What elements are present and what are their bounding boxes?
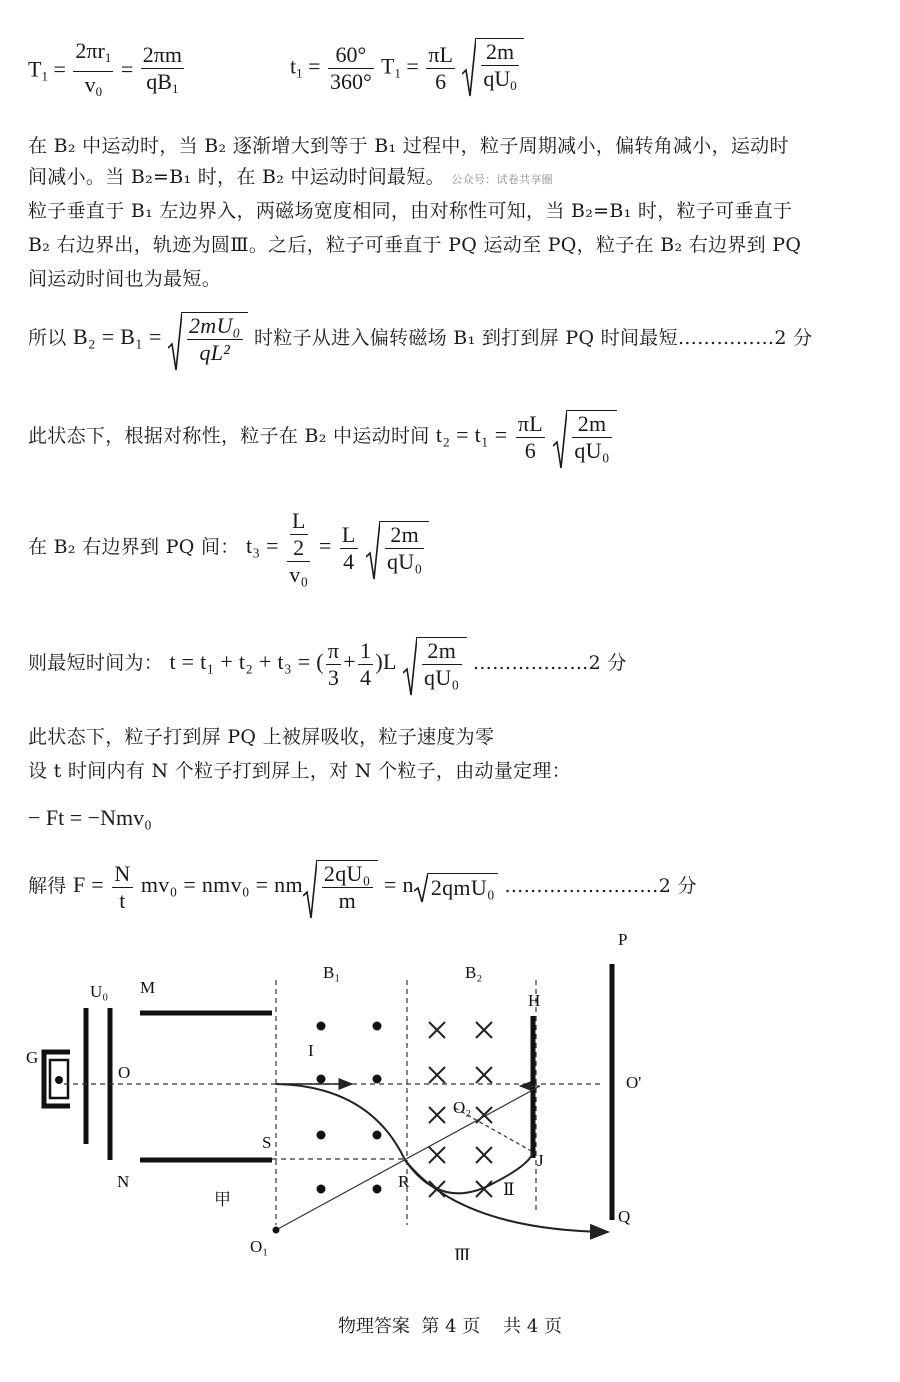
eq1-frac2-den-sub: 1 <box>171 80 179 96</box>
tmin-frac1 <box>326 638 341 691</box>
solve-f-den: t <box>119 887 126 913</box>
t3-inner-den: 2 <box>293 535 305 560</box>
tmin-line <box>28 637 627 691</box>
tmin-f1-den: 3 <box>327 664 340 690</box>
para1-line2 <box>28 163 553 194</box>
para1-line1: 在 B₂ 中运动时，当 B₂ 逐渐增大到等于 B₁ 过程中，粒子周期减小，偏转角减小，运动时 <box>28 135 789 157</box>
radical-sign-icon <box>303 860 317 920</box>
page-footer: 物理答案 第 4 页 共 4 页 <box>337 1316 563 1337</box>
solve-frac <box>112 861 132 914</box>
label-n: N <box>117 1172 130 1191</box>
t3-sqrt <box>366 521 429 575</box>
tmin-f1-num: π <box>327 637 340 663</box>
so-rad-num: 2mU₀ <box>189 313 241 338</box>
point-o1 <box>273 1227 280 1234</box>
solve-eq1: F = <box>72 872 104 897</box>
para2-line2: B₂ 右边界出，轨迹为圆Ⅲ。之后，粒子可垂直于 PQ 运动至 PQ，粒子在 B₂ 右边界到 PQ <box>28 234 802 256</box>
so-sqrt <box>168 312 248 366</box>
trajectory-i <box>276 1084 405 1160</box>
t3-den: v₀ <box>289 562 309 587</box>
t2-frac-num: πL <box>517 410 543 436</box>
t2-rad-den: qU₀ <box>574 438 610 463</box>
tmin-suffix: ………………2 分 <box>472 652 627 674</box>
eq2-frac2-den: 6 <box>435 69 447 94</box>
label-r: R <box>398 1172 410 1191</box>
solve-eq3: = n <box>384 872 414 897</box>
t2-line <box>28 410 617 464</box>
t3-frac <box>340 522 358 575</box>
line-state: 此状态下，粒子打到屏 PQ 上被屏吸收，粒子速度为零 <box>28 726 495 748</box>
label-g: G <box>26 1048 39 1067</box>
eq1-frac1-den-sub: 0 <box>95 84 103 99</box>
eq2-frac1-num: 60° <box>328 42 374 69</box>
radical-sign-icon <box>414 873 428 903</box>
radical-sign-icon <box>366 521 380 581</box>
tmin-frac2 <box>358 638 373 691</box>
tmin-rad-den: qU₀ <box>424 665 460 690</box>
tmin-prefix: 则最短时间为： <box>28 652 164 674</box>
eq2-mid: T <box>380 53 395 79</box>
solve-suffix: ……………………2 分 <box>504 875 697 897</box>
eq1-frac1-num-sub: 1 <box>104 50 112 65</box>
t2-prefix: 此状态下，根据对称性，粒子在 B₂ 中运动时间 <box>28 425 430 447</box>
radical-sign-icon <box>553 410 567 470</box>
impulse-equation: − Ft = −Nmv₀ <box>28 805 152 830</box>
para2-line1: 粒子垂直于 B₁ 左边界入，两磁场宽度相同，由对称性可知，当 B₂=B₁ 时，粒子可垂直于 <box>28 200 793 222</box>
line-set: 设 t 时间内有 N 个粒子打到屏上，对 N 个粒子，由动量定理： <box>28 760 572 782</box>
t3-prefix: 在 B₂ 右边界到 PQ 间： <box>28 536 240 558</box>
t3-inner-num: L <box>291 508 306 533</box>
label-m: M <box>140 978 156 997</box>
eq1-frac2-den: qB <box>146 68 172 94</box>
t2-frac <box>516 411 545 464</box>
label-i: I <box>308 1041 314 1060</box>
label-o: O <box>118 1063 131 1082</box>
watermark: 公众号：试卷共享圈 <box>451 173 553 186</box>
tmin-eq: t = t₁ + t₂ + t₃ = ( <box>169 649 324 674</box>
so-prefix: 所以 <box>28 327 67 349</box>
radical-sign-icon <box>462 38 476 98</box>
tmin-plus: + <box>343 649 357 674</box>
tmin-rad-num: 2m <box>422 638 461 665</box>
eq2-sqrt <box>462 38 523 99</box>
so-eq: B₂ = B₁ = <box>72 324 162 349</box>
solve-sqrt1 <box>303 860 378 914</box>
label-b2: B₂ <box>465 963 483 982</box>
t2-eq: t₂ = t₁ = <box>435 422 508 447</box>
label-h: H <box>528 991 541 1010</box>
label-o2: O₂ <box>453 1098 472 1117</box>
label-s: S <box>262 1133 272 1152</box>
eq2-frac2 <box>426 42 455 95</box>
solve-eq2: mv₀ = nmv₀ = nm <box>140 872 303 897</box>
so-line <box>28 312 812 366</box>
label-jia: 甲 <box>214 1190 231 1209</box>
eq1-frac2-num: 2πm <box>142 41 182 67</box>
label-u0: U₀ <box>90 982 109 1001</box>
solve-f-num: N <box>114 860 131 886</box>
tmin-sqrt <box>403 637 466 691</box>
eq1-frac2 <box>141 42 184 102</box>
tmin-f2-den: 4 <box>360 664 372 690</box>
solve-sqrt2 <box>414 873 498 902</box>
t3-outer-frac <box>287 508 310 588</box>
eq2-rad-num: 2m <box>481 39 518 66</box>
eq1-frac1-den: v <box>84 72 96 97</box>
t3-lhs: t₃ = <box>245 533 279 558</box>
eq2-rad-den-sub: 0 <box>510 78 517 93</box>
label-o1: O₁ <box>250 1237 269 1256</box>
radical-sign-icon <box>403 637 417 697</box>
source-g <box>44 1052 70 1106</box>
eq2-frac1-den: 360° <box>330 69 372 94</box>
t3-frac-den: 4 <box>343 548 355 574</box>
equation-period: $T_1$ = $\frac{2\pi r_1}{v_0}$ = $\frac{2\pi m}{qB_1}$ <box>28 38 186 105</box>
label-ii: Ⅱ <box>503 1180 515 1199</box>
eq2-lhs: t <box>290 53 297 79</box>
para1-line2-text: 间减小。当 B₂=B₁ 时，在 B₂ 中运动时间最短。 <box>28 166 445 188</box>
t3-rad-den: qU₀ <box>386 549 423 574</box>
eq1-lhs-sub: 1 <box>41 68 48 84</box>
label-iii: Ⅲ <box>454 1246 471 1260</box>
physics-diagram <box>0 920 900 1260</box>
t2-sqrt <box>553 410 616 464</box>
radical-sign-icon <box>168 312 182 372</box>
eq1-frac1-num: 2πr <box>75 38 105 63</box>
eq1-lhs: T <box>28 56 42 82</box>
label-p: P <box>618 930 628 949</box>
b1-field-dots <box>317 1022 382 1194</box>
t2-rad-num: 2m <box>572 411 611 438</box>
solve-prefix: 解得 <box>28 875 67 897</box>
t3-frac-num: L <box>341 521 356 547</box>
para2-line3: 间运动时间也为最短。 <box>28 268 222 290</box>
eq2-lhs-sub: 1 <box>296 65 303 81</box>
eq2-frac1 <box>328 42 374 95</box>
solve-rad1-num: 2qU₀ <box>323 861 371 886</box>
eq2-frac2-num: πL <box>428 42 453 67</box>
label-q: Q <box>618 1207 631 1226</box>
so-suffix: 时粒子从进入偏转磁场 B₁ 到打到屏 PQ 时间最短……………2 分 <box>253 327 813 349</box>
label-j: J <box>537 1151 544 1170</box>
solve-rad2: 2qmU₀ <box>428 873 498 902</box>
eq2-mid-sub: 1 <box>394 65 401 81</box>
solve-line <box>28 860 697 914</box>
t3-line: 在 B₂ 右边界到 PQ 间： t₃ = $\frac{\frac{L}{2}}{\text{v₀}}$ = $\frac{L}{4}$ $\frac{2m}{\text{qU₀}}$ <box>28 508 429 588</box>
radius-line-o1 <box>276 1086 540 1230</box>
label-b1: B₁ <box>323 963 341 982</box>
eq2-rad-den: qU <box>483 66 511 91</box>
t2-frac-den: 6 <box>524 437 537 463</box>
label-oprime: O' <box>626 1073 642 1092</box>
t3-rad-num: 2m <box>385 522 424 549</box>
tmin-f2-num: 1 <box>360 637 372 663</box>
eq1-frac1 <box>73 38 113 105</box>
equation-t1: $t_1$ = $\frac{60^\circ}{360^\circ}$ $T_1$ = $\frac{\pi L}{6}$ $\frac{2m}{qU_0}$ <box>290 38 524 99</box>
tmin-close: )L <box>375 649 397 674</box>
so-rad-den: qL² <box>199 340 231 365</box>
solve-rad1-den: m <box>338 888 356 913</box>
